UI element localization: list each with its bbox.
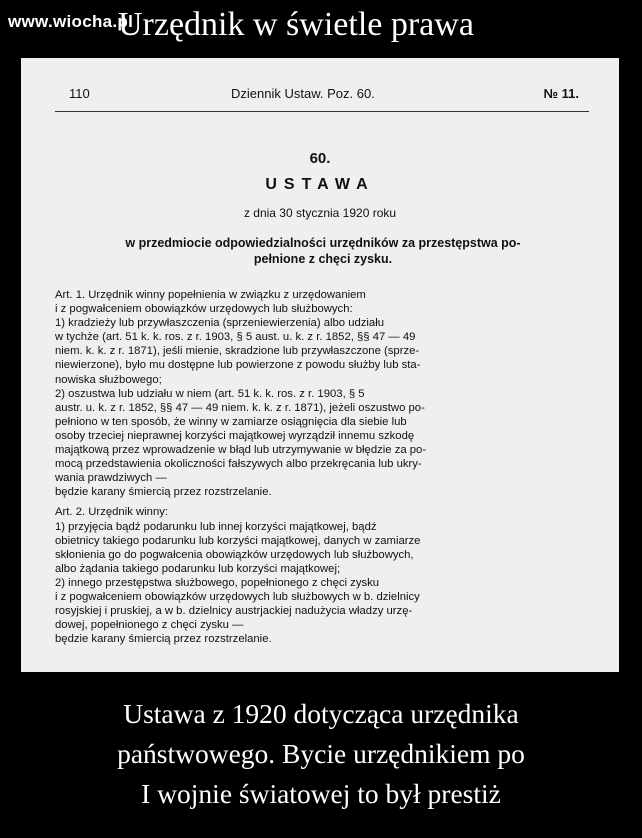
caption-line: I wojnie światowej to był prestiż: [141, 778, 501, 809]
body-line: majątkową przez wprowadzenie w błąd lub utrzymywanie w błędzie za po-: [55, 444, 427, 457]
bottom-caption: [0, 694, 642, 814]
subject-line: w przedmiocie odpowiedzialności urzędników za przestępstwa po-: [125, 236, 521, 250]
body-line: będzie karany śmiercią przez rozstrzelanie.: [55, 633, 272, 646]
page-number: 110: [69, 86, 90, 101]
body-line: pełniono w ten sposób, że winny w zamiarze osiągnięcia dla siebie lub: [55, 415, 407, 428]
body-line: dowej, popełnionego z chęci zysku —: [55, 619, 244, 632]
act-subject: [53, 235, 593, 267]
document-running-header: [21, 86, 619, 108]
subject-line: pełnione z chęci zysku.: [253, 252, 393, 266]
caption-line: państwowego. Bycie urzędnikiem po: [117, 738, 525, 769]
item-number: 60.: [309, 150, 331, 167]
scanned-document: [21, 58, 619, 672]
body-line: albo żądania takiego podarunku lub korzyści majątkowej;: [55, 562, 341, 575]
act-title: USTAWA: [265, 176, 375, 193]
body-line: niem. k. k. z r. 1871), jeśli mienie, skradzione lub przywłaszczone (sprze-: [55, 345, 420, 358]
top-banner: [0, 0, 642, 58]
body-line: 1) przyjęcia bądź podarunku lub innej korzyści majątkowej, bądź: [55, 520, 377, 533]
site-watermark: www.wiocha.pl: [8, 12, 134, 31]
body-line: wania prawdziwych —: [55, 472, 167, 485]
body-line: 2) oszustwa lub udziału w niem (art. 51 k. k. ros. z r. 1903, § 5: [55, 387, 365, 400]
body-line: w tychże (art. 51 k. k. ros. z r. 1903, § 5 aust. u. k. z r. 1852, §§ 47 — 49: [55, 331, 416, 344]
body-line: 2) innego przestępstwa służbowego, popełnionego z chęci zysku: [55, 576, 380, 589]
body-line: 1) kradzieży lub przywłaszczenia (sprzeniewierzenia) albo udziału: [55, 317, 385, 330]
issue-number: № 11.: [543, 86, 579, 101]
body-line: osoby trzeciej nieprawnej korzyści majątkowej wyrządził innemu szkodę: [55, 429, 415, 442]
body-line: będzie karany śmiercią przez rozstrzelanie.: [55, 486, 272, 499]
journal-reference: Dziennik Ustaw. Poz. 60.: [231, 86, 375, 101]
page-headline: Urzędnik w świetle prawa: [118, 6, 474, 43]
body-line: nowiska służbowego;: [55, 373, 162, 386]
body-line: skłonienia go do pogwałcenia obowiązków urzędowych lub służbowych,: [55, 548, 414, 561]
body-line: i z pogwałceniem obowiązków urzędowych lub służbowych w b. dzielnicy: [55, 590, 420, 603]
body-line: Art. 1. Urzędnik winny popełnienia w związku z urzędowaniem: [55, 289, 366, 301]
body-line: obietnicy takiego podarunku lub korzyści majątkowej, danych w zamiarze: [55, 534, 421, 547]
act-date: z dnia 30 stycznia 1920 roku: [243, 206, 397, 220]
body-line: niewierzone), było mu dostępne lub powierzone z powodu służby lub sta-: [55, 359, 421, 372]
body-line: austr. u. k. z r. 1852, §§ 47 — 49 niem. k. k. z r. 1871), jeżeli oszustwo po-: [55, 401, 425, 414]
body-line: rosyjskiej i pruskiej, a w b. dzielnicy austrjackiej nadużycia władzy urzę-: [55, 605, 413, 618]
act-body: [55, 288, 585, 646]
body-line: mocą przedstawienia okoliczności fałszywych albo przekręcania lub ukry-: [55, 458, 422, 471]
header-rule: [55, 111, 589, 112]
body-line: i z pogwałceniem obowiązków urzędowych lub służbowych:: [55, 303, 353, 316]
caption-line: Ustawa z 1920 dotycząca urzędnika: [123, 698, 519, 729]
body-line: Art. 2. Urzędnik winny:: [55, 506, 169, 519]
